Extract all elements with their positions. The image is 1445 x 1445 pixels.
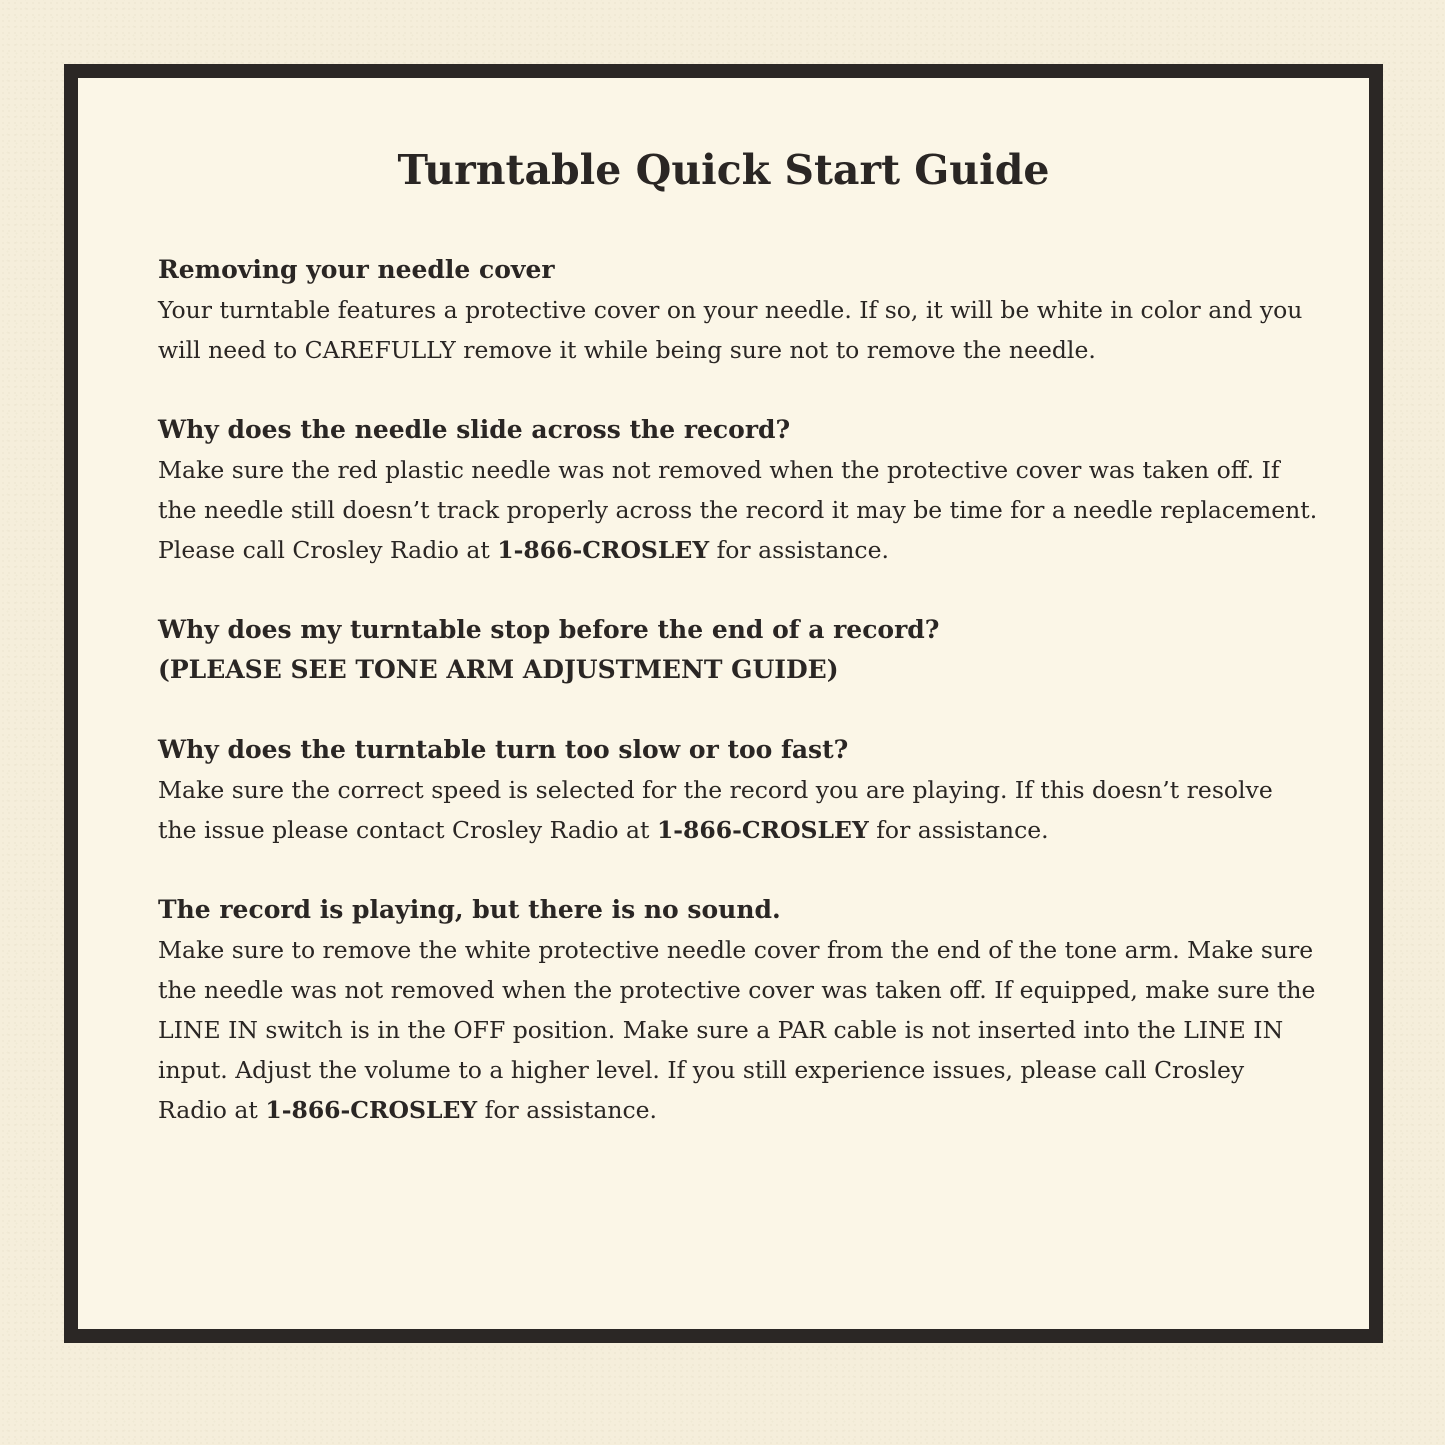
support-phone-number: 1-866-CROSLEY	[265, 1096, 478, 1124]
section-speed	[158, 730, 1318, 850]
section-no-sound	[158, 890, 1318, 1130]
guide-content	[158, 250, 1318, 1170]
body-text-before: Make sure the correct speed is selected for the record you are playing. If this doesn’t resolve the issue please contact Crosley Radio at	[158, 776, 1273, 844]
section-body	[158, 770, 1318, 850]
support-phone-number: 1-866-CROSLEY	[497, 536, 710, 564]
page-title: Turntable Quick Start Guide	[397, 146, 1050, 194]
body-text-before: Make sure the red plastic needle was not removed when the protective cover was taken off. If the needle still doesn’t track properly across the record it may be time for a needle replacement. Please call Crosley Radio at	[158, 456, 1318, 564]
section-heading-note: (PLEASE SEE TONE ARM ADJUSTMENT GUIDE)	[158, 655, 839, 684]
section-heading: Why does the turntable turn too slow or too fast?	[158, 735, 849, 764]
body-text-after: for assistance.	[709, 536, 889, 564]
section-body: Your turntable features a protective cover on your needle. If so, it will be white in color and you will need to CAREFULLY remove it while being sure not to remove the needle.	[158, 296, 1303, 364]
section-heading: The record is playing, but there is no sound.	[158, 895, 781, 924]
section-body	[158, 930, 1318, 1130]
body-text-after: for assistance.	[477, 1096, 658, 1124]
section-turntable-stops	[158, 610, 1318, 690]
section-body	[158, 450, 1318, 570]
support-phone-number: 1-866-CROSLEY	[656, 816, 869, 844]
section-heading: Why does the needle slide across the record?	[158, 415, 791, 444]
section-needle-slide	[158, 410, 1318, 570]
section-heading: Why does my turntable stop before the end of a record?	[158, 615, 940, 644]
guide-frame	[64, 64, 1383, 1343]
section-needle-cover	[158, 250, 1318, 370]
body-text-before: Make sure to remove the white protective needle cover from the end of the tone arm. Make sure the needle was not removed when the protective cover was taken off. If equipped, make sure the LINE IN switch is in the OFF position. Make sure a PAR cable is not inserted into the LINE IN input. Adjust the volume to a higher level. If you still experience issues, please call Crosley Radio at	[158, 936, 1316, 1124]
body-text-after: for assistance.	[868, 816, 1049, 844]
section-heading: Removing your needle cover	[158, 255, 555, 284]
